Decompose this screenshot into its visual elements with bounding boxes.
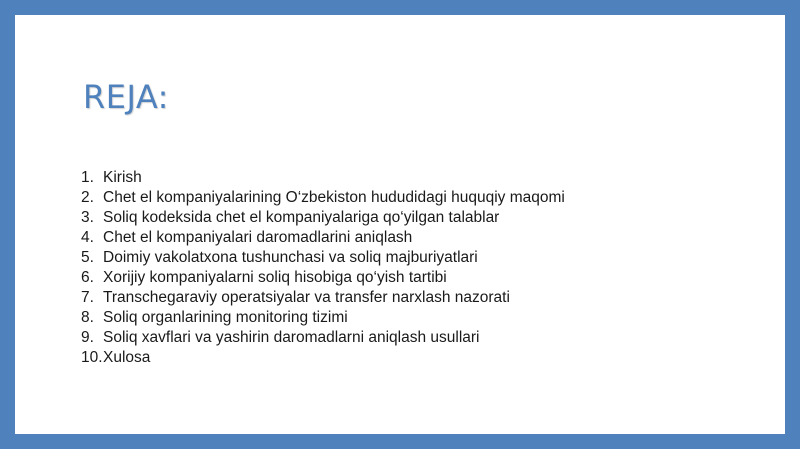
agenda-item-number: 3. [81,209,94,226]
agenda-item-6 [81,268,565,288]
agenda-item-1 [81,168,565,188]
agenda-item-number: 5. [81,249,94,266]
agenda-item-2 [81,188,565,208]
agenda-list [81,168,565,368]
agenda-item-number: 7. [81,289,94,306]
agenda-item-number: 10. [81,349,103,366]
agenda-item-7 [81,288,565,308]
agenda-item-text: Xorijiy kompaniyalarni soliq hisobiga qo‘yish tartibi [103,269,447,286]
agenda-item-10 [81,348,565,368]
agenda-item-number: 4. [81,229,94,246]
agenda-item-text: Chet el kompaniyalarining O‘zbekiston hududidagi huquqiy maqomi [103,189,565,206]
agenda-item-text: Soliq kodeksida chet el kompaniyalariga qo‘yilgan talablar [103,209,500,226]
agenda-item-text: Soliq organlarining monitoring tizimi [103,309,348,326]
agenda-item-number: 6. [81,269,94,286]
agenda-item-number: 9. [81,329,94,346]
slide [15,15,785,434]
agenda-item-number: 1. [81,169,94,186]
agenda-item-9 [81,328,565,348]
agenda-item-text: Transchegaraviy operatsiyalar va transfer narxlash nazorati [103,289,510,306]
slide-title: REJA: [83,78,169,116]
agenda-item-5 [81,248,565,268]
agenda-item-number: 8. [81,309,94,326]
agenda-item-text: Xulosa [103,349,151,366]
agenda-item-text: Chet el kompaniyalari daromadlarini aniqlash [103,229,413,246]
agenda-item-text: Doimiy vakolatxona tushunchasi va soliq majburiyatlari [103,249,478,266]
agenda-item-text: Soliq xavflari va yashirin daromadlarni aniqlash usullari [103,329,480,346]
agenda-item-text: Kirish [103,169,142,186]
agenda-item-4 [81,228,565,248]
agenda-item-number: 2. [81,189,94,206]
agenda-item-8 [81,308,565,328]
agenda-item-3 [81,208,565,228]
